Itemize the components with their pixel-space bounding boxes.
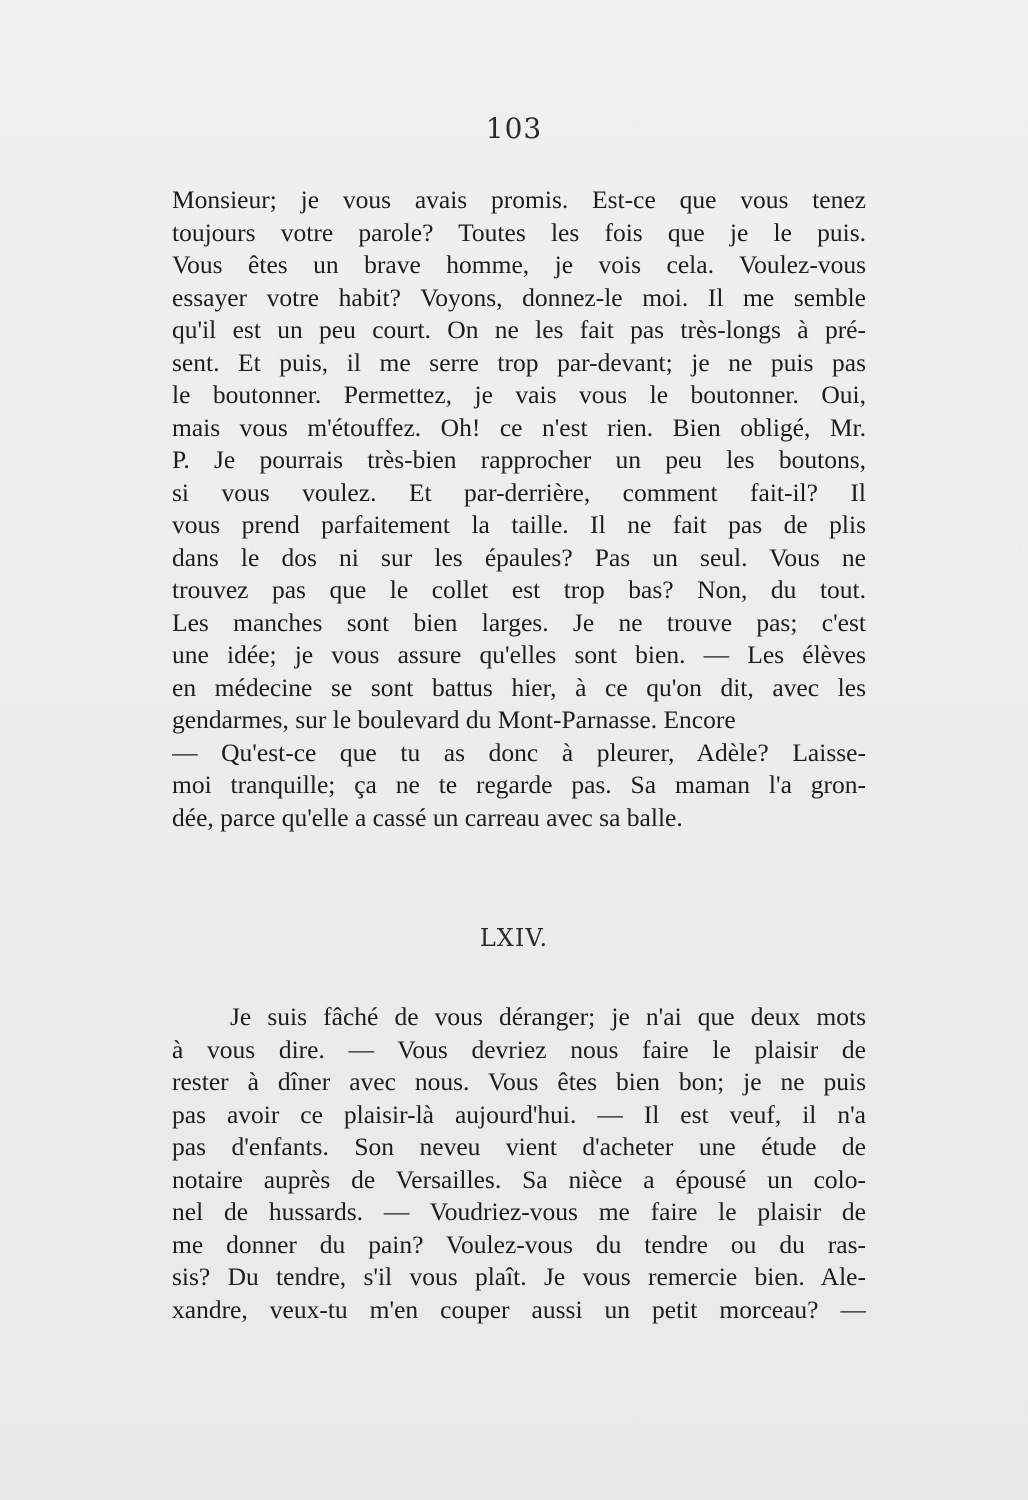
text-line: dans le dos ni sur les épaules? Pas un seul. Vous ne — [172, 542, 866, 572]
text-line: essayer votre habit? Voyons, donnez-le moi. Il me semble — [172, 282, 866, 312]
text-line: rester à dîner avec nous. Vous êtes bien bon; je ne puis — [172, 1067, 866, 1096]
text-line: à vous dire. — Vous devriez nous faire le plaisir de — [172, 1034, 866, 1064]
text-line: dée, parce qu'elle a cassé un carreau avec sa balle. — [172, 802, 683, 832]
text-line: vous prend parfaitement la taille. Il ne fait pas de plis — [172, 510, 866, 539]
text-line: toujours votre parole? Toutes les fois que je le puis. — [172, 217, 866, 247]
text-line: le boutonner. Permettez, je vais vous le boutonner. Oui, — [172, 380, 866, 409]
text-line: mais vous m'étouffez. Oh! ce n'est rien. Bien obligé, Mr. — [172, 412, 866, 442]
text-line: P. Je pourrais très-bien rapprocher un peu les boutons, — [172, 445, 866, 474]
text-line: qu'il est un peu court. On ne les fait pas très-longs à pré- — [172, 315, 866, 344]
text-line: — Qu'est-ce que tu as donc à pleurer, Adèle? Laisse- — [172, 737, 866, 767]
paragraph-dialogue-dinner — [172, 1001, 866, 1326]
text-line: sis? Du tendre, s'il vous plaît. Je vous remercie bien. Ale- — [172, 1262, 866, 1291]
text-line: en médecine se sont battus hier, à ce qu'on dit, avec les — [172, 672, 866, 702]
text-line: si vous voulez. Et par-derrière, comment fait-il? Il — [172, 477, 866, 507]
text-line: Vous êtes un brave homme, je vois cela. Voulez-vous — [172, 250, 866, 279]
text-line: xandre, veux-tu m'en couper aussi un petit morceau? — — [172, 1294, 866, 1324]
text-line: trouvez pas que le collet est trop bas? Non, du tout. — [172, 575, 866, 604]
text-line: nel de hussards. — Voudriez-vous me faire le plaisir de — [172, 1197, 866, 1226]
section-heading: LXIV. — [479, 924, 549, 952]
text-line: pas avoir ce plaisir-là aujourd'hui. — Il est veuf, il n'a — [172, 1099, 866, 1129]
text-line: me donner du pain? Voulez-vous du tendre ou du ras- — [172, 1229, 866, 1259]
text-line: gendarmes, sur le boulevard du Mont-Parnasse. Encore — [172, 705, 736, 734]
text-line: Monsieur; je vous avais promis. Est-ce que vous tenez — [172, 185, 866, 214]
paragraph-dialogue-tailor — [172, 184, 866, 834]
text-line: sent. Et puis, il me serre trop par-devant; je ne puis pas — [172, 347, 866, 377]
text-line: moi tranquille; ça ne te regarde pas. Sa maman l'a gron- — [172, 770, 866, 799]
text-line: une idée; je vous assure qu'elles sont bien. — Les élèves — [172, 640, 866, 669]
text-line: pas d'enfants. Son neveu vient d'acheter une étude de — [172, 1132, 866, 1161]
text-line: Je suis fâché de vous déranger; je n'ai que deux mots — [230, 1002, 866, 1031]
page-number: 103 — [485, 112, 543, 145]
text-line: Les manches sont bien larges. Je ne trouve pas; c'est — [172, 607, 866, 637]
text-line: notaire auprès de Versailles. Sa nièce a épousé un colo- — [172, 1164, 866, 1194]
